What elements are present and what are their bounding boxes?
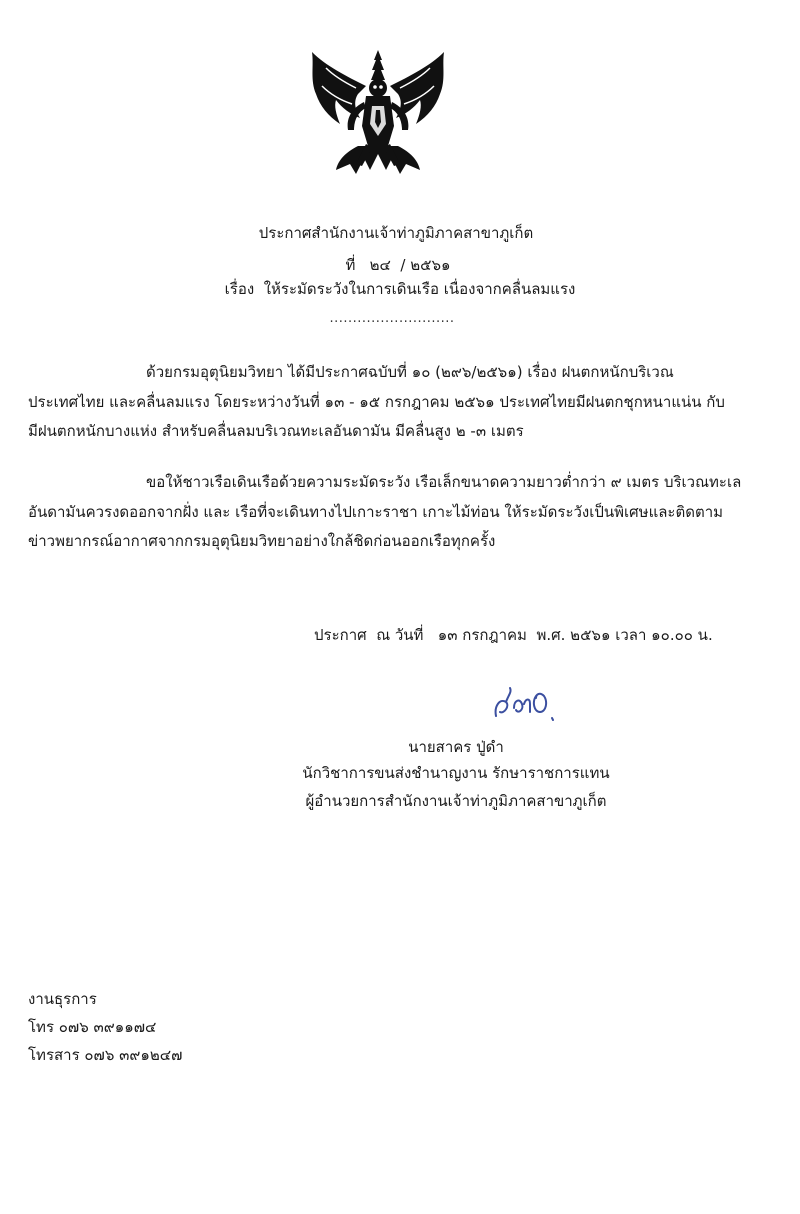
paragraph-2-line-2: อันดามันควรงดออกจากฝั่ง และ เรือที่จะเดินทางไปเกาะราชา เกาะไม้ท่อน ให้ระมัดระวังเป็นพิเศษและติดตาม <box>28 502 724 521</box>
announcement-date: ประกาศ ณ วันที่ ๑๓ กรกฎาคม พ.ศ. ๒๕๖๑ เวลา ๑๐.๐๐ น. <box>314 626 713 644</box>
garuda-emblem-icon <box>306 46 450 180</box>
paragraph-2-line-3: ข่าวพยากรณ์อากาศจากกรมอุตุนิยมวิทยาอย่างใกล้ชิดก่อนออกเรือทุกครั้ง <box>28 532 496 550</box>
separator-dots: ........................... <box>329 311 455 326</box>
contact-fax: โทรสาร ๐๗๖ ๓๙๑๒๔๗ <box>28 1046 183 1064</box>
contact-department: งานธุรการ <box>28 990 97 1008</box>
signer-name: นายสาคร ปู่ดำ <box>408 738 504 756</box>
announcement-title: ประกาศสำนักงานเจ้าท่าภูมิภาคสาขาภูเก็ต <box>258 224 534 242</box>
announcement-subject: เรื่อง ให้ระมัดระวังในการเดินเรือ เนื่องจากคลื่นลมแรง <box>224 280 576 298</box>
signer-position: นักวิชาการขนส่งชำนาญงาน รักษาราชการแทน <box>302 764 610 782</box>
paragraph-1-line-2: ประเทศไทย และคลื่นลมแรง โดยระหว่างวันที่ ๑๓ - ๑๕ กรกฎาคม ๒๕๖๑ ประเทศไทยมีฝนตกชุกหนาแน่น กับ <box>28 392 725 411</box>
paragraph-1-line-3: มีฝนตกหนักบางแห่ง สำหรับคลื่นลมบริเวณทะเลอันดามัน มีคลื่นสูง ๒ -๓ เมตร <box>28 422 524 440</box>
handwritten-signature <box>490 678 570 728</box>
signer-office: ผู้อำนวยการสำนักงานเจ้าท่าภูมิภาคสาขาภูเก็ต <box>305 792 607 810</box>
body-paragraph-1 <box>28 358 750 447</box>
announcement-number: ที่ ๒๔ / ๒๕๖๑ <box>345 256 451 274</box>
paragraph-1-line-1: ด้วยกรมอุตุนิยมวิทยา ได้มีประกาศฉบับที่ ๑๐ (๒๙๖/๒๕๖๑) เรื่อง ฝนตกหนักบริเวณ <box>146 363 674 381</box>
contact-phone: โทร ๐๗๖ ๓๙๑๑๗๔ <box>28 1018 157 1036</box>
paragraph-2-line-1: ขอให้ชาวเรือเดินเรือด้วยความระมัดระวัง เรือเล็กขนาดความยาวต่ำกว่า ๙ เมตร บริเวณทะเล <box>146 473 742 491</box>
body-paragraph-2 <box>28 468 750 557</box>
